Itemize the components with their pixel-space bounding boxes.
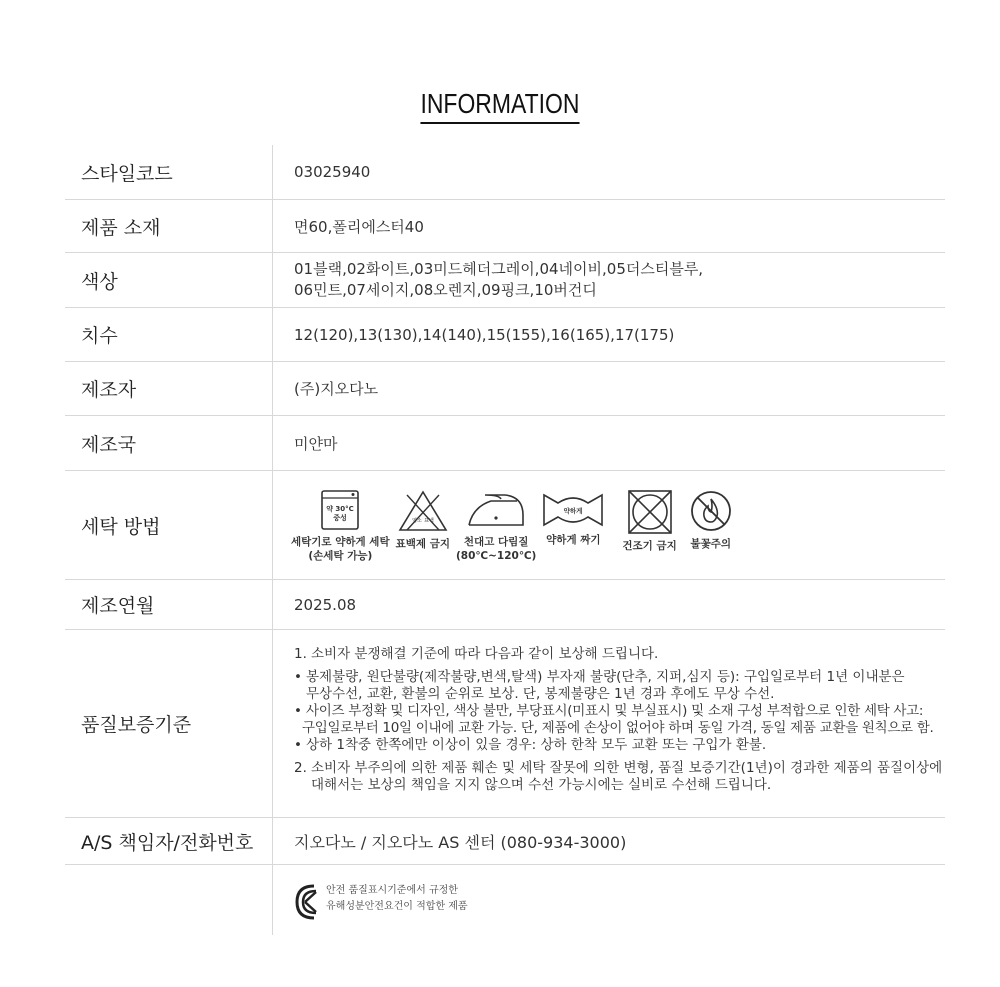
row-material bbox=[65, 200, 945, 253]
quality-item-2: 2. 소비자 부주의에 의한 제품 훼손 및 세탁 잘못에 의한 변형, 품질 보증기간(1년)이 경과한 제품의 품질이상에 대해서는 보상의 책임을 지지 않으며 수선 가능시에는 실비로 수선해 드립니다. bbox=[294, 760, 943, 793]
row-manufacturer bbox=[65, 362, 945, 416]
kc-certification bbox=[273, 865, 945, 935]
row-country bbox=[65, 416, 945, 471]
label-quality: 품질보증기준 bbox=[65, 630, 273, 817]
caption: 건조기 금지 bbox=[622, 540, 677, 552]
row-washing bbox=[65, 471, 945, 580]
caption: (손세탁 가능) bbox=[308, 550, 373, 562]
bleach-text: 표백 bbox=[423, 518, 434, 524]
wring-text: 약하게 bbox=[563, 507, 583, 515]
no-bleach-icon bbox=[397, 489, 449, 533]
row-kc bbox=[65, 865, 945, 935]
value-style-code: 03025940 bbox=[294, 163, 371, 181]
wash-temp-text: 약 30°C bbox=[326, 505, 355, 513]
wash-item bbox=[622, 489, 676, 553]
quality-bullet: • 사이즈 부정확 및 디자인, 색상 불만, 부당표시(미표시 및 부실표시) 및 소재 구성 부적합으로 인한 세탁 사고: 구입일로부터 10일 이내에 교환 가능. 단, 제품에 손상이 없어야 하며 동일 가격, 동일 제품 교환을 원칙으로 함. bbox=[294, 703, 934, 736]
fire-caution-icon bbox=[689, 489, 733, 533]
caption: 천대고 다림질 bbox=[463, 536, 529, 548]
bleach-text: 염소 bbox=[411, 518, 422, 524]
row-as-contact bbox=[65, 818, 945, 865]
caption: 불꽃주의 bbox=[690, 538, 731, 550]
label-washing: 세탁 방법 bbox=[65, 471, 273, 579]
row-style-code bbox=[65, 145, 945, 200]
value-material: 면60,폴리에스터40 bbox=[294, 217, 424, 236]
kc-text: 유해성분안전요건이 적합한 제품 bbox=[326, 901, 468, 912]
caption: 세탁기로 약하게 세탁 bbox=[291, 536, 390, 548]
label-manufacture-date: 제조연월 bbox=[65, 580, 273, 629]
washing-icons bbox=[273, 471, 945, 579]
value-country: 미얀마 bbox=[294, 434, 338, 453]
wash-tub-icon bbox=[320, 489, 360, 531]
quality-text bbox=[294, 630, 942, 794]
value-color-line: 01블랙,02화이트,03미드헤더그레이,04네이비,05더스티블루, bbox=[294, 260, 704, 278]
quality-item-1: 1. 소비자 분쟁해결 기준에 따라 다음과 같이 보상해 드립니다. bbox=[294, 646, 659, 662]
row-color bbox=[65, 253, 945, 308]
row-manufacture-date bbox=[65, 580, 945, 630]
wash-item bbox=[291, 489, 390, 563]
wring-icon bbox=[542, 489, 604, 529]
label-style-code: 스타일코드 bbox=[65, 145, 273, 199]
row-quality bbox=[65, 630, 945, 818]
label-material: 제품 소재 bbox=[65, 200, 273, 252]
kc-text: 안전 품질표시기준에서 규정한 bbox=[326, 885, 458, 896]
page-title: INFORMATION bbox=[0, 88, 1000, 124]
wash-item bbox=[689, 489, 733, 551]
caption: (80℃~120℃) bbox=[455, 550, 537, 562]
value-as-contact: 지오다노 / 지오다노 AS 센터 (080-934-3000) bbox=[294, 832, 627, 852]
label-color: 색상 bbox=[65, 253, 273, 307]
wash-item bbox=[542, 489, 604, 547]
value-manufacture-date: 2025.08 bbox=[294, 595, 357, 614]
wash-item bbox=[456, 489, 536, 563]
iron-icon bbox=[465, 489, 527, 531]
caption: 약하게 짜기 bbox=[546, 534, 601, 546]
info-table bbox=[65, 145, 945, 935]
row-size bbox=[65, 308, 945, 362]
label-manufacturer: 제조자 bbox=[65, 362, 273, 415]
label-country: 제조국 bbox=[65, 416, 273, 470]
quality-bullet: • 봉제불량, 원단불량(제작불량,변색,탈색) 부자재 불량(단추, 지퍼,심지 등): 구입일로부터 1년 이내분은 무상수선, 교환, 환불의 순위로 보상. 단, 봉제불량은 1년 경과 후에도 무상 수선. bbox=[294, 669, 905, 702]
wash-item bbox=[396, 489, 450, 551]
label-as-contact: A/S 책임자/전화번호 bbox=[65, 818, 273, 864]
quality-bullet: • 상하 1착중 한쪽에만 이상이 있을 경우: 상하 한착 모두 교환 또는 구입가 환불. bbox=[294, 737, 767, 753]
value-size: 12(120),13(130),14(140),15(155),16(165),17(175) bbox=[294, 325, 675, 344]
wash-neutral-text: 중성 bbox=[333, 514, 348, 522]
kc-mark-icon bbox=[294, 883, 320, 921]
value-color-line: 06민트,07세이지,08오렌지,09핑크,10버건디 bbox=[294, 281, 597, 299]
no-tumble-dry-icon bbox=[627, 489, 673, 535]
caption: 표백제 금지 bbox=[395, 538, 450, 550]
label-size: 치수 bbox=[65, 308, 273, 361]
value-manufacturer: (주)지오다노 bbox=[294, 380, 379, 398]
